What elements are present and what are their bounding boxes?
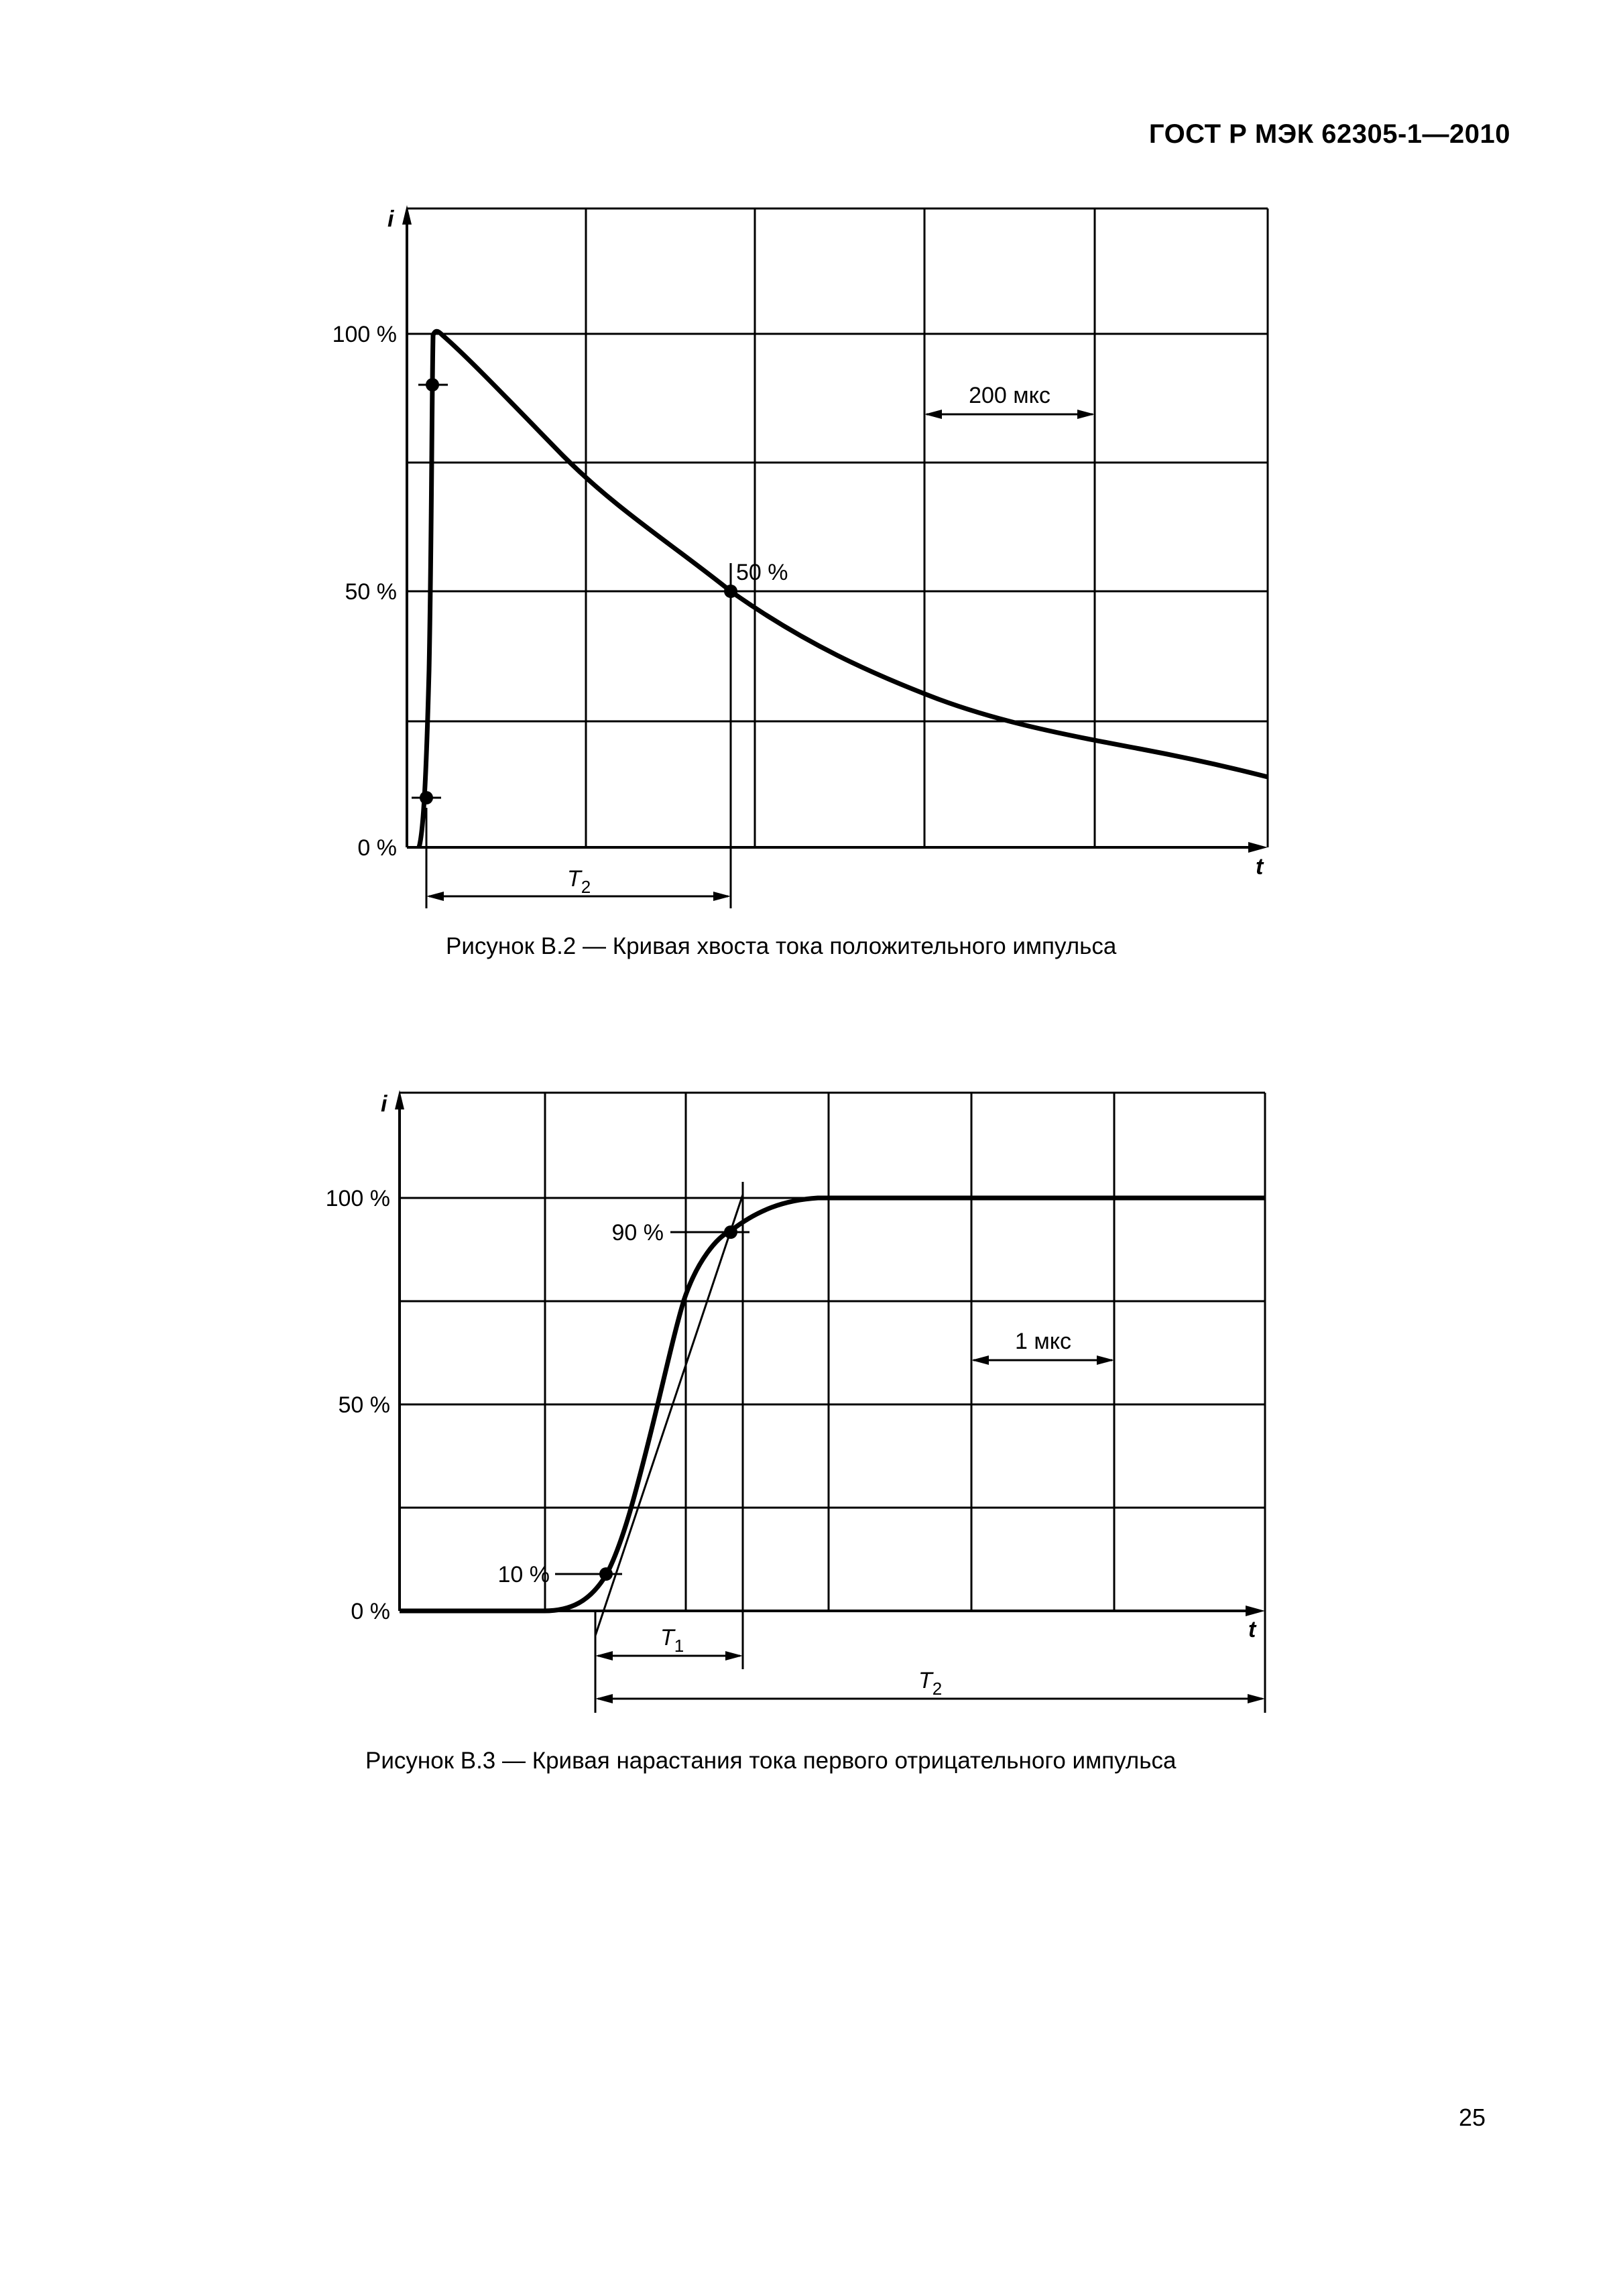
figure-b2-axes bbox=[407, 213, 1254, 847]
figure-b2-point-50 bbox=[724, 563, 737, 908]
figure-b3-tick-100: 100 % bbox=[325, 1186, 390, 1211]
figure-b3-t1-label bbox=[660, 1625, 684, 1656]
figure-b3-point-10-label: 10 % bbox=[497, 1562, 550, 1587]
figure-b2-x-axis-label: t bbox=[1256, 854, 1264, 880]
figure-b3-point-10 bbox=[555, 1567, 622, 1581]
figure-b3-y-axis-label: i bbox=[381, 1091, 387, 1117]
figure-b3-scale-label: 1 мкс bbox=[1015, 1329, 1071, 1354]
figure-b2-tick-0: 0 % bbox=[357, 835, 397, 861]
figure-b2-t2-label bbox=[567, 866, 591, 897]
figure-b2-scale-dimension bbox=[924, 410, 1095, 419]
figure-b3-tick-50: 50 % bbox=[338, 1392, 390, 1418]
figure-b3-x-arrowhead bbox=[1246, 1606, 1265, 1616]
figure-b3-t1-dimension bbox=[595, 1651, 743, 1660]
figure-b3-t2-subscript: 2 bbox=[932, 1679, 943, 1699]
figure-b3-axes bbox=[400, 1099, 1251, 1611]
figure-b2-tick-100: 100 % bbox=[332, 322, 397, 347]
figure-b3-t2-letter: T bbox=[918, 1668, 933, 1693]
figure-b3-t1-subscript: 1 bbox=[674, 1636, 684, 1656]
figure-b2 bbox=[333, 205, 1268, 908]
figure-b2-point-10 bbox=[412, 791, 441, 804]
page-number: 25 bbox=[1458, 2104, 1486, 2131]
figure-b2-point-50-label: 50 % bbox=[736, 560, 788, 585]
figure-b3-scale-dimension bbox=[971, 1355, 1114, 1365]
figure-b3 bbox=[326, 1090, 1265, 1713]
figure-b2-t2-letter: T bbox=[567, 866, 581, 892]
figure-b3-point-90-label: 90 % bbox=[611, 1220, 664, 1246]
figure-b3-caption: Рисунок В.3 — Кривая нарастания тока первого отрицательного импульса bbox=[365, 1748, 1177, 1774]
figure-b3-t2-label bbox=[918, 1668, 942, 1699]
figure-b3-x-axis-label: t bbox=[1248, 1617, 1256, 1642]
figure-b2-scale-label: 200 мкс bbox=[969, 383, 1050, 408]
figure-b2-t2-subscript: 2 bbox=[581, 877, 591, 897]
figure-b2-x-arrowhead bbox=[1248, 842, 1268, 853]
figure-b2-grid bbox=[407, 208, 1268, 847]
figure-b2-tick-50: 50 % bbox=[345, 579, 397, 605]
figure-b2-current-curve bbox=[419, 331, 1268, 847]
figure-b3-tangent-line bbox=[595, 1195, 743, 1636]
figure-b2-y-axis-label: i bbox=[387, 206, 394, 232]
document-header: ГОСТ Р МЭК 62305-1—2010 bbox=[1148, 119, 1510, 149]
figure-b3-tick-0: 0 % bbox=[351, 1599, 390, 1624]
figure-b3-t1-letter: T bbox=[660, 1625, 674, 1650]
figure-b2-point-90 bbox=[418, 378, 448, 391]
figure-b2-t2-dimension bbox=[426, 808, 731, 908]
figure-b2-caption: Рисунок В.2 — Кривая хвоста тока положительного импульса bbox=[446, 933, 1117, 959]
figure-b3-t2-dimension bbox=[595, 1694, 1265, 1703]
figure-b3-grid bbox=[400, 1093, 1265, 1611]
